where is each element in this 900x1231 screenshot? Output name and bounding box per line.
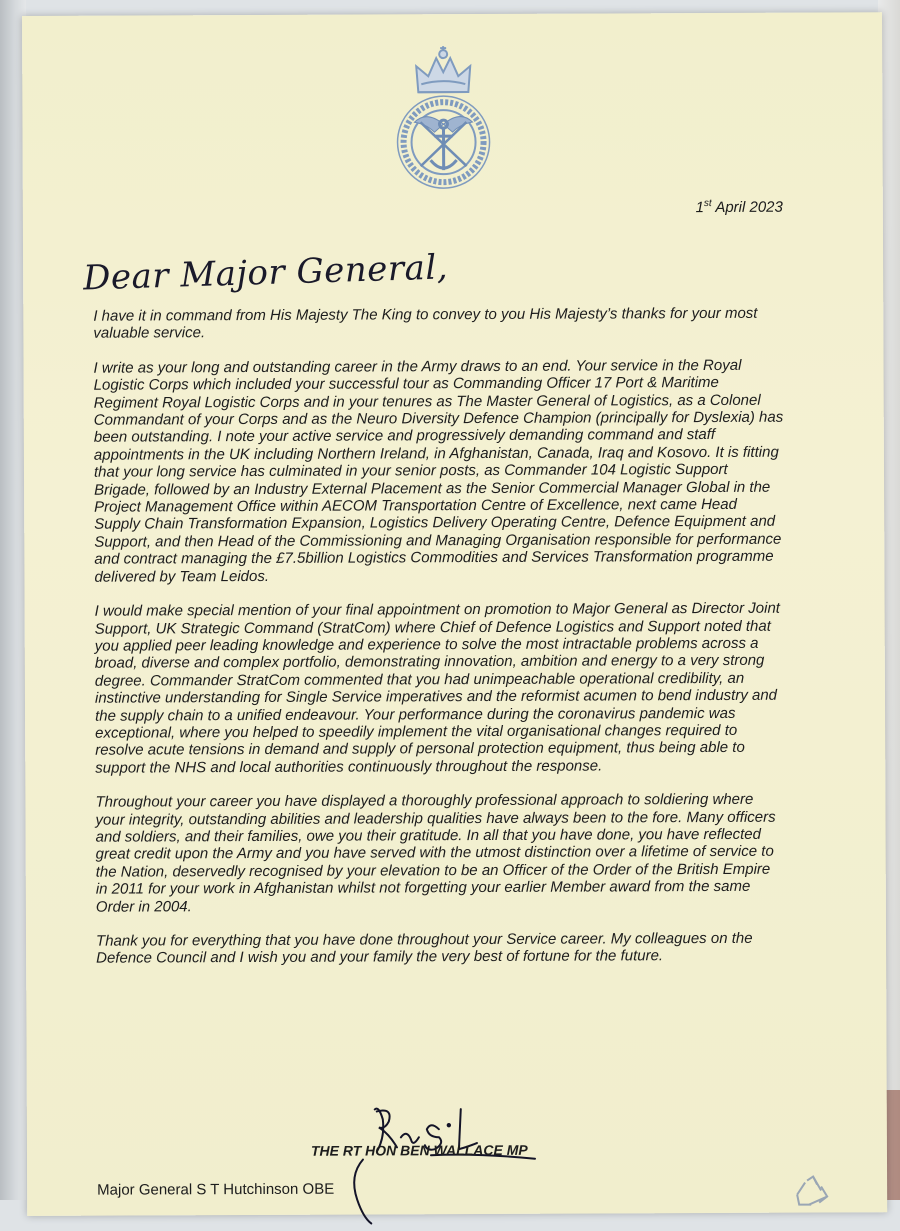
paragraph: Throughout your career you have displayed a thoroughly professional approach to soldiering where your integrity, outstanding abilities and leadership qualities have always been to the fore. Many officers and soldiers, and their families, owe you their gratitude. In all that you have done, you have reflected great credit upon the Army and you have served with the utmost distinction over a lifetime of service to the Nation, deservedly recognised by your elevation to be an Officer of the Order of the British Empire in 2011 for your work in Afghanistan whilst not forgetting your earlier Member award from the same Order in 2004. [95,791,786,916]
salutation: Dear Major General, [83,247,449,298]
letter-date: 1st April 2023 [696,198,783,216]
recipient-name: Major General S T Hutchinson OBE [97,1181,334,1199]
paragraph: Thank you for everything that you have done throughout your Service career. My colleagues on the Defence Council and I wish you and your family the very best of fortune for the future. [96,930,786,968]
paragraph: I would make special mention of your final appointment on promotion to Major General as Director Joint Support, UK Strategic Command (StratCom) where Chief of Defence Logistics and Support noted that you applied peer leading knowledge and experience to solve the most intractable problems across a broad, diverse and complex portfolio, demonstrating innovation, ambition and energy to a very strong degree. Commander StratCom commented that you had unimpeachable operational credibility, an instinctive understanding for Single Service imperatives and the reformist acumen to bend industry and the supply chain to a unified endeavour. Your performance during the coronavirus pandemic was exceptional, where you helped to speedily implement the vital organisational changes required to resolve acute tensions in demand and supply of personal protection equipment, thus being able to support the NHS and local authorities continuously throughout the response. [95,600,786,777]
handwritten-signature [327,1089,558,1230]
recycle-icon [787,1172,837,1212]
paragraph: I have it in command from His Majesty The King to convey to you His Majesty’s thanks for your most valuable service. [93,305,783,343]
letter-body [93,305,786,985]
defence-crest-icon [388,44,499,194]
signatory-name: THE RT HON BEN WALLACE MP [311,1142,528,1159]
paragraph: I write as your long and outstanding career in the Army draws to an end. Your service in the Royal Logistic Corps which included your successful tour as Commanding Officer 17 Port & Maritime Regiment Royal Logistic Corps and in your tenures as The Master General of Logistics, as a Colonel Commandant of your Corps and as the Neuro Diversity Defence Champion (principally for Dyslexia) has been outstanding. I note your active service and progressively demanding command and staff appointments in the UK including Northern Ireland, in Afghanistan, Canada, Iraq and Kosovo. It is fitting that your long service has culminated in your senior posts, as Commander 104 Logistic Support Brigade, followed by an Industry External Placement as the Senior Commercial Manager Global in the Project Management Office within AECOM Transportation Centre of Excellence, next came Head Supply Chain Transformation Expansion, Logistics Delivery Operating Centre, Defence Equipment and Support, and then Head of the Commissioning and Managing Organisation responsible for performance and contract managing the £7.5billion Logistics Commodities and Services Transformation programme delivered by Team Leidos. [93,356,784,585]
letter-paper [22,12,887,1216]
